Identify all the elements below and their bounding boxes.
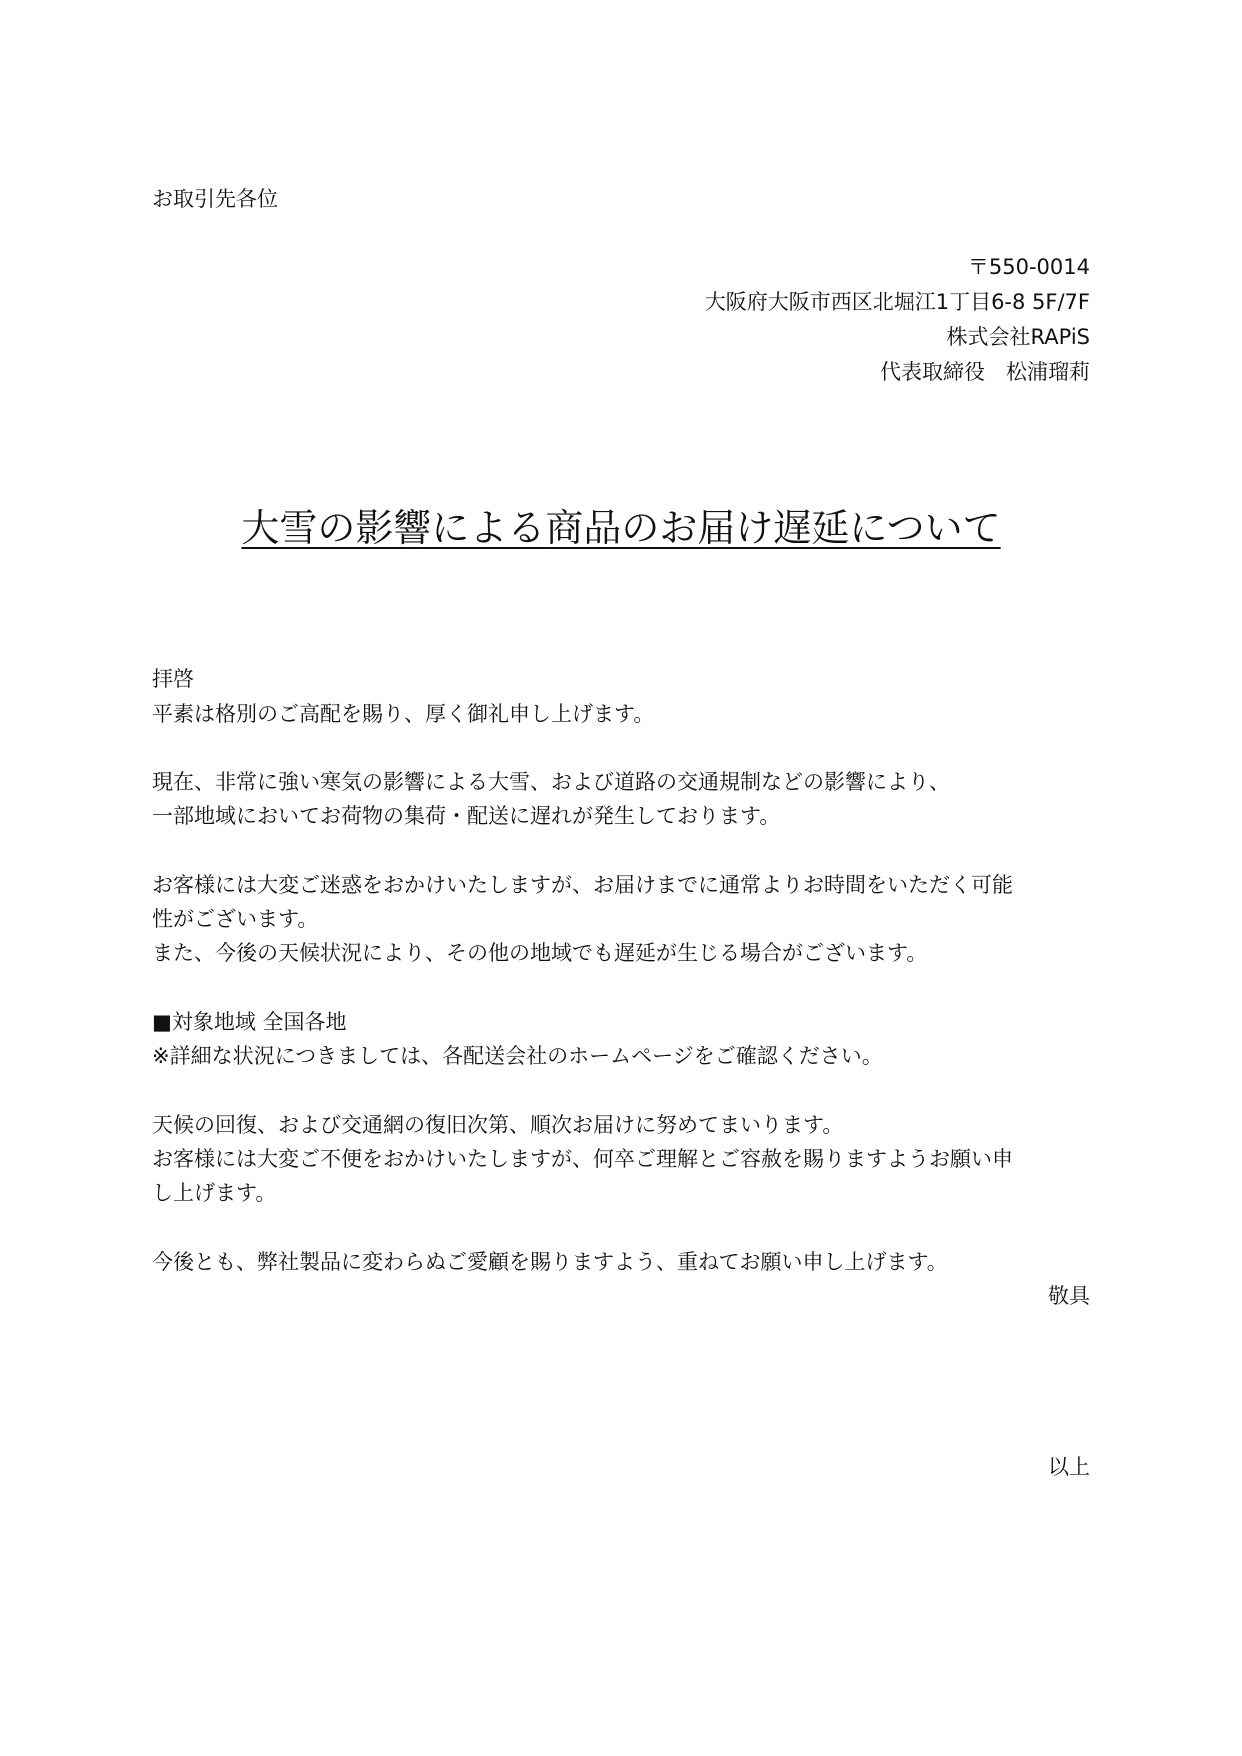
- paragraph-3-line-1: 天候の回復、および交通網の復旧次第、順次お届けに努めてまいります。: [152, 1113, 844, 1137]
- sender-postal-code: 〒550-0014: [967, 255, 1090, 279]
- details-note-line: ※詳細な状況につきましては、各配送会社のホームページをご確認ください。: [152, 1044, 883, 1068]
- paragraph-1-line-2: 一部地域においてお荷物の集荷・配送に遅れが発生しております。: [152, 804, 781, 828]
- paragraph-2-line-2: 性がございます。: [152, 907, 319, 931]
- paragraph-2-line-1: お客様には大変ご迷惑をおかけいたしますが、お届けまでに通常よりお時間をいただく可能: [152, 873, 1013, 897]
- target-region-line: ■対象地域 全国各地: [152, 1010, 347, 1034]
- sender-representative: 代表取締役 松浦瑠莉: [880, 360, 1090, 384]
- sender-address: 大阪府大阪市西区北堀江1丁目6-8 5F/7F: [704, 290, 1090, 314]
- paragraph-4-line-1: 今後とも、弊社製品に変わらぬご愛顧を賜りますよう、重ねてお願い申し上げます。: [152, 1250, 948, 1274]
- greeting-line: 平素は格別のご高配を賜り、厚く御礼申し上げます。: [152, 702, 655, 726]
- end-mark: 以上: [1048, 1455, 1090, 1479]
- opening-word: 拝啓: [152, 667, 194, 691]
- closing-word: 敬具: [1048, 1284, 1090, 1308]
- document-title-text: 大雪の影響による商品のお届け遅延について: [241, 506, 1001, 550]
- document-title: [0, 503, 1242, 553]
- paragraph-3-line-2: お客様には大変ご不便をおかけいたしますが、何卒ご理解とご容赦を賜りますようお願い申: [152, 1147, 1013, 1171]
- paragraph-2-line-3: また、今後の天候状況により、その他の地域でも遅延が生じる場合がございます。: [152, 941, 928, 965]
- addressee: お取引先各位: [152, 187, 278, 211]
- paragraph-1-line-1: 現在、非常に強い寒気の影響による大雪、および道路の交通規制などの影響により、: [152, 770, 950, 794]
- paragraph-3-line-3: し上げます。: [152, 1181, 277, 1205]
- sender-company: 株式会社RAPiS: [946, 325, 1090, 349]
